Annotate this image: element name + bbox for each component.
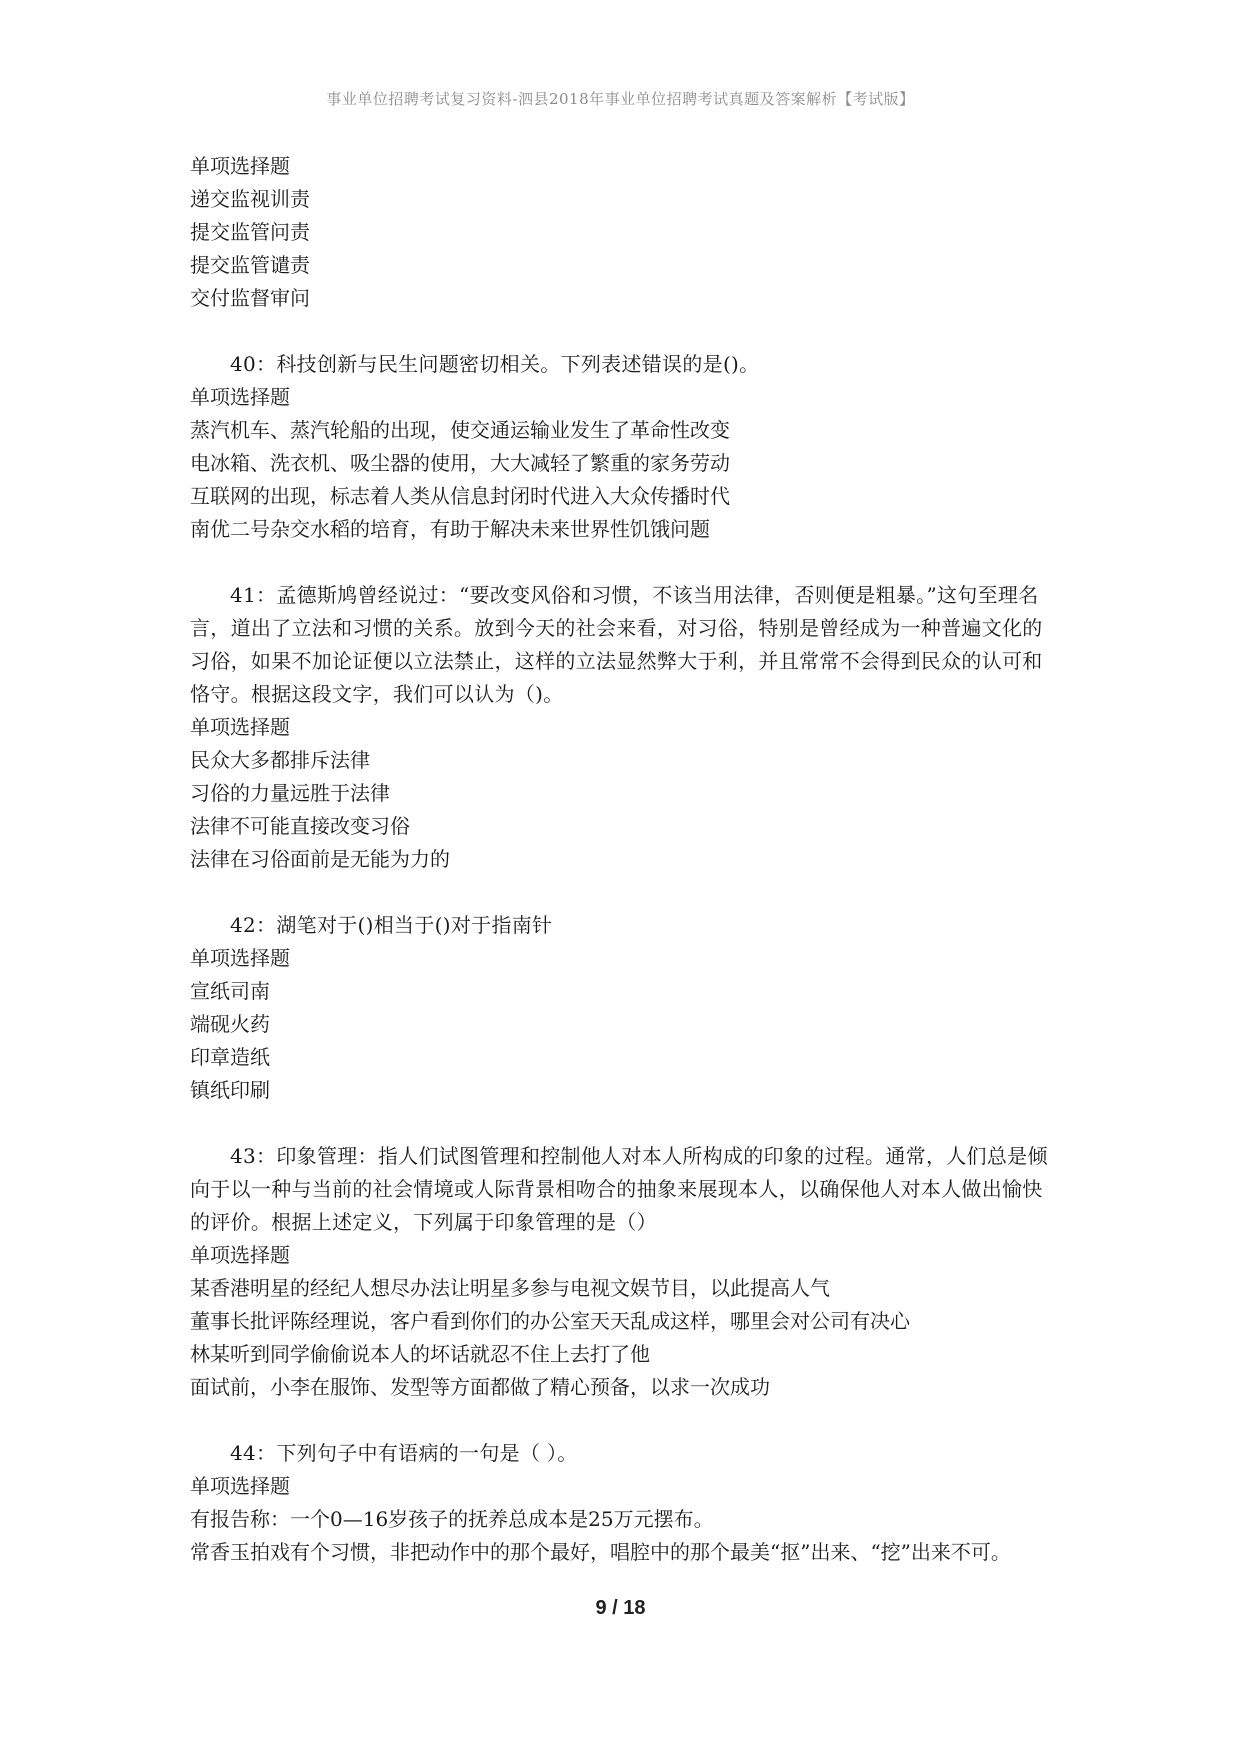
option: 电冰箱、洗衣机、吸尘器的使用，大大减轻了繁重的家务劳动 (190, 451, 730, 475)
option: 某香港明星的经纪人想尽办法让明星多参与电视文娱节目，以此提高人气 (190, 1276, 830, 1300)
option: 蒸汽机车、蒸汽轮船的出现，使交通运输业发生了革命性改变 (190, 418, 730, 442)
question-type-label: 单项选择题 (190, 1474, 290, 1498)
question-block-prev (190, 150, 1060, 315)
page-content (190, 150, 1060, 1569)
question-block-41 (190, 579, 1060, 876)
question-type-label: 单项选择题 (190, 1243, 290, 1267)
question-type-label: 单项选择题 (190, 946, 290, 970)
question-text: 42：湖笔对于()相当于()对于指南针 (230, 913, 553, 937)
question-type-label: 单项选择题 (190, 715, 290, 739)
option: 面试前，小李在服饰、发型等方面都做了精心预备，以求一次成功 (190, 1375, 770, 1399)
option: 有报告称：一个0—16岁孩子的抚养总成本是25万元摆布。 (190, 1507, 714, 1531)
page-number: 9 / 18 (595, 1597, 646, 1619)
option: 递交监视训责 (190, 187, 310, 211)
option: 民众大多都排斥法律 (190, 748, 370, 772)
option: 提交监管谴责 (190, 253, 310, 277)
question-block-44 (190, 1437, 1060, 1569)
option: 印章造纸 (190, 1045, 270, 1069)
page-header: 事业单位招聘考试复习资料-泗县2018年事业单位招聘考试真题及答案解析【考试版】 (326, 90, 915, 108)
question-text: 44：下列句子中有语病的一句是（ ）。 (230, 1441, 578, 1465)
option: 常香玉拍戏有个习惯，非把动作中的那个最好，唱腔中的那个最美“抠”出来、“挖”出来不可。 (190, 1540, 1011, 1564)
option: 宣纸司南 (190, 979, 270, 1003)
question-text: 43：印象管理：指人们试图管理和控制他人对本人所构成的印象的过程。通常，人们总是倾向于以一种与当前的社会情境或人际背景相吻合的抽象来展现本人，以确保他人对本人做出愉快的评价。根据上述定义，下列属于印象管理的是（） (190, 1144, 1048, 1234)
option: 林某听到同学偷偷说本人的坏话就忍不住上去打了他 (190, 1342, 650, 1366)
question-type-label: 单项选择题 (190, 154, 290, 178)
option: 端砚火药 (190, 1012, 270, 1036)
option: 习俗的力量远胜于法律 (190, 781, 390, 805)
option: 南优二号杂交水稻的培育，有助于解决未来世界性饥饿问题 (190, 517, 710, 541)
option: 提交监管问责 (190, 220, 310, 244)
question-block-40 (190, 348, 1060, 546)
question-text: 41：孟德斯鸠曾经说过：“要改变风俗和习惯，不该当用法律，否则便是粗暴。”这句至理名言，道出了立法和习惯的关系。放到今天的社会来看，对习俗，特别是曾经成为一种普遍文化的习俗，如果不加论证便以立法禁止，这样的立法显然弊大于利，并且常常不会得到民众的认可和恪守。根据这段文字，我们可以认为（)。 (190, 583, 1043, 706)
question-type-label: 单项选择题 (190, 385, 290, 409)
question-block-42 (190, 909, 1060, 1107)
option: 董事长批评陈经理说，客户看到你们的办公室天天乱成这样，哪里会对公司有决心 (190, 1309, 910, 1333)
option: 镇纸印刷 (190, 1078, 270, 1102)
question-text: 40：科技创新与民生问题密切相关。下列表述错误的是()。 (230, 352, 760, 376)
option: 互联网的出现，标志着人类从信息封闭时代进入大众传播时代 (190, 484, 730, 508)
option: 法律在习俗面前是无能为力的 (190, 847, 450, 871)
option: 交付监督审问 (190, 286, 310, 310)
option: 法律不可能直接改变习俗 (190, 814, 410, 838)
question-block-43 (190, 1140, 1060, 1404)
